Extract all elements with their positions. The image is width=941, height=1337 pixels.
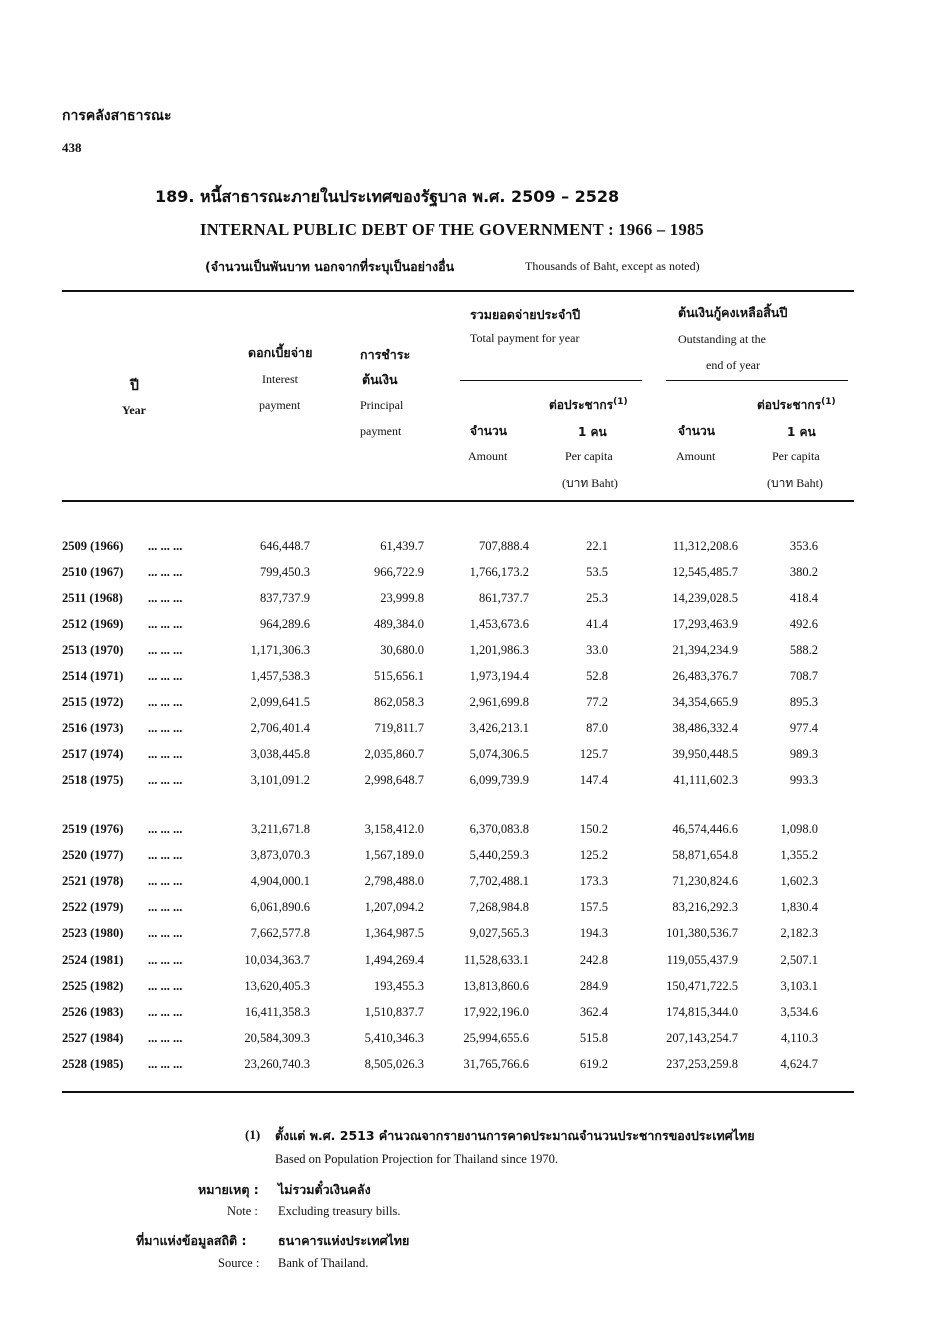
outstanding-percap-cell: 1,355.2 bbox=[780, 848, 818, 862]
outstanding-percap-cell: 418.4 bbox=[789, 591, 818, 605]
row-year: 2520 (1977) bbox=[62, 848, 124, 862]
table-row bbox=[62, 565, 862, 585]
outstanding-amount-cell: 26,483,376.7 bbox=[672, 669, 738, 683]
principal-cell: 489,384.0 bbox=[374, 617, 424, 631]
outstanding-amount-cell: 207,143,254.7 bbox=[666, 1031, 738, 1045]
principal-cell: 1,567,189.0 bbox=[364, 848, 424, 862]
interest-cell: 6,061,890.6 bbox=[250, 900, 310, 914]
page-number: 438 bbox=[62, 140, 82, 155]
footnote-marker: (1) bbox=[245, 1127, 261, 1142]
interest-header-thai: ดอกเบี้ยจ่าย bbox=[248, 345, 313, 360]
row-dots: ... ... ... bbox=[148, 565, 183, 579]
row-year: 2511 (1968) bbox=[62, 591, 123, 605]
total-percap-cell: 147.4 bbox=[579, 773, 608, 787]
principal-cell: 966,722.9 bbox=[374, 565, 424, 579]
total-percap-cell: 87.0 bbox=[586, 721, 608, 735]
total-percap-unit: (บาท Baht) bbox=[562, 476, 618, 490]
note-label-english: Note : bbox=[227, 1204, 258, 1218]
total-amount-cell: 25,994,655.6 bbox=[463, 1031, 529, 1045]
principal-cell: 8,505,026.3 bbox=[364, 1057, 424, 1071]
row-dots: ... ... ... bbox=[148, 822, 183, 836]
row-year: 2525 (1982) bbox=[62, 979, 124, 993]
principal-cell: 5,410,346.3 bbox=[364, 1031, 424, 1045]
interest-cell: 3,873,070.3 bbox=[250, 848, 310, 862]
total-percap-cell: 242.8 bbox=[579, 953, 608, 967]
total-amount-cell: 861,737.7 bbox=[479, 591, 529, 605]
total-amount-cell: 6,099,739.9 bbox=[469, 773, 529, 787]
total-percap-header-english: Per capita bbox=[565, 449, 613, 463]
outstanding-percap-header-thai-2: 1 คน bbox=[787, 425, 816, 439]
unit-note-thai: (จำนวนเป็นพันบาท นอกจากที่ระบุเป็นอย่างอื่น bbox=[205, 259, 455, 274]
total-amount-header-english: Amount bbox=[468, 449, 508, 463]
table-row bbox=[62, 822, 862, 842]
total-percap-cell: 25.3 bbox=[586, 591, 608, 605]
source-label-english: Source : bbox=[218, 1256, 260, 1270]
total-percap-header-thai: ต่อประชากร$^{(1)}$ bbox=[549, 397, 628, 412]
source-text-thai: ธนาคารแห่งประเทศไทย bbox=[278, 1233, 410, 1248]
row-year: 2509 (1966) bbox=[62, 539, 124, 553]
outstanding-amount-cell: 71,230,824.6 bbox=[672, 874, 738, 888]
footnote-1-thai: ตั้งแต่ พ.ศ. 2513 คำนวณจากรายงานการคาดประมาณจำนวนประชากรของประเทศไทย bbox=[275, 1128, 755, 1143]
interest-cell: 1,171,306.3 bbox=[250, 643, 310, 657]
table-row bbox=[62, 979, 862, 999]
row-dots: ... ... ... bbox=[148, 721, 183, 735]
row-dots: ... ... ... bbox=[148, 695, 183, 709]
row-dots: ... ... ... bbox=[148, 848, 183, 862]
outstanding-amount-cell: 11,312,208.6 bbox=[672, 539, 738, 553]
total-amount-cell: 3,426,213.1 bbox=[469, 721, 529, 735]
row-year: 2517 (1974) bbox=[62, 747, 124, 761]
outstanding-percap-cell: 353.6 bbox=[789, 539, 818, 553]
outstanding-amount-cell: 83,216,292.3 bbox=[672, 900, 738, 914]
row-dots: ... ... ... bbox=[148, 591, 183, 605]
total-amount-header-thai: จำนวน bbox=[470, 424, 507, 438]
total-percap-cell: 157.5 bbox=[579, 900, 608, 914]
interest-cell: 10,034,363.7 bbox=[244, 953, 310, 967]
outstanding-percap-cell: 708.7 bbox=[789, 669, 818, 683]
interest-cell: 2,099,641.5 bbox=[250, 695, 310, 709]
table-row bbox=[62, 926, 862, 946]
interest-cell: 3,211,671.8 bbox=[251, 822, 310, 836]
outstanding-amount-cell: 39,950,448.5 bbox=[672, 747, 738, 761]
outstanding-percap-header-english: Per capita bbox=[772, 449, 820, 463]
row-year: 2514 (1971) bbox=[62, 669, 124, 683]
header-bottom-rule bbox=[62, 500, 854, 502]
row-year: 2526 (1983) bbox=[62, 1005, 124, 1019]
outstanding-percap-unit: (บาท Baht) bbox=[767, 476, 823, 490]
principal-cell: 862,058.3 bbox=[374, 695, 424, 709]
total-percap-cell: 173.3 bbox=[579, 874, 608, 888]
principal-cell: 61,439.7 bbox=[380, 539, 424, 553]
interest-cell: 3,101,091.2 bbox=[250, 773, 310, 787]
interest-cell: 837,737.9 bbox=[260, 591, 310, 605]
table-row bbox=[62, 539, 862, 559]
outstanding-percap-cell: 895.3 bbox=[789, 695, 818, 709]
table-title-english: INTERNAL PUBLIC DEBT OF THE GOVERNMENT : 1966 – 1985 bbox=[200, 220, 705, 239]
table-row bbox=[62, 747, 862, 767]
row-year: 2521 (1978) bbox=[62, 874, 124, 888]
interest-cell: 23,260,740.3 bbox=[244, 1057, 310, 1071]
principal-cell: 1,510,837.7 bbox=[364, 1005, 424, 1019]
section-title: การคลังสาธารณะ bbox=[62, 108, 172, 124]
outstanding-amount-cell: 101,380,536.7 bbox=[666, 926, 738, 940]
total-amount-cell: 17,922,196.0 bbox=[463, 1005, 529, 1019]
total-percap-cell: 125.7 bbox=[579, 747, 608, 761]
principal-cell: 1,364,987.5 bbox=[364, 926, 424, 940]
total-percap-cell: 194.3 bbox=[579, 926, 608, 940]
note-text-thai: ไม่รวมตั๋วเงินคลัง bbox=[278, 1182, 371, 1197]
row-dots: ... ... ... bbox=[148, 874, 183, 888]
source-label-thai: ที่มาแห่งข้อมูลสถิติ : bbox=[136, 1233, 247, 1248]
row-dots: ... ... ... bbox=[148, 926, 183, 940]
total-amount-cell: 31,765,766.6 bbox=[463, 1057, 529, 1071]
total-amount-cell: 9,027,565.3 bbox=[469, 926, 529, 940]
total-amount-cell: 5,074,306.5 bbox=[469, 747, 529, 761]
row-dots: ... ... ... bbox=[148, 1005, 183, 1019]
total-amount-cell: 13,813,860.6 bbox=[463, 979, 529, 993]
total-amount-cell: 2,961,699.8 bbox=[469, 695, 529, 709]
year-header-thai: ปี bbox=[130, 378, 139, 394]
outstanding-group-header-thai: ต้นเงินกู้คงเหลือสิ้นปี bbox=[678, 305, 788, 320]
table-row bbox=[62, 900, 862, 920]
principal-cell: 515,656.1 bbox=[374, 669, 424, 683]
total-amount-cell: 1,453,673.6 bbox=[469, 617, 529, 631]
total-percap-cell: 22.1 bbox=[586, 539, 608, 553]
total-percap-cell: 619.2 bbox=[579, 1057, 608, 1071]
principal-header-thai-1: การชำระ bbox=[360, 347, 411, 362]
principal-cell: 3,158,412.0 bbox=[364, 822, 424, 836]
row-year: 2515 (1972) bbox=[62, 695, 124, 709]
footnote-1-english: Based on Population Projection for Thailand since 1970. bbox=[275, 1152, 559, 1166]
outstanding-percap-cell: 2,182.3 bbox=[780, 926, 818, 940]
row-dots: ... ... ... bbox=[148, 539, 183, 553]
table-row bbox=[62, 695, 862, 715]
total-amount-cell: 1,973,194.4 bbox=[469, 669, 529, 683]
interest-cell: 1,457,538.3 bbox=[250, 669, 310, 683]
row-dots: ... ... ... bbox=[148, 747, 183, 761]
row-dots: ... ... ... bbox=[148, 1031, 183, 1045]
principal-cell: 30,680.0 bbox=[380, 643, 424, 657]
outstanding-percap-cell: 977.4 bbox=[789, 721, 818, 735]
table-row bbox=[62, 874, 862, 894]
table-row bbox=[62, 773, 862, 793]
row-dots: ... ... ... bbox=[148, 953, 183, 967]
outstanding-percap-cell: 3,534.6 bbox=[780, 1005, 818, 1019]
outstanding-percap-cell: 1,098.0 bbox=[780, 822, 818, 836]
principal-header-english-1: Principal bbox=[360, 398, 404, 412]
row-year: 2516 (1973) bbox=[62, 721, 124, 735]
total-percap-cell: 53.5 bbox=[586, 565, 608, 579]
row-year: 2510 (1967) bbox=[62, 565, 124, 579]
interest-cell: 799,450.3 bbox=[260, 565, 310, 579]
year-header-english: Year bbox=[122, 403, 146, 417]
table-row bbox=[62, 1057, 862, 1077]
table-row bbox=[62, 591, 862, 611]
header-top-rule bbox=[62, 290, 854, 292]
outstanding-percap-cell: 4,624.7 bbox=[780, 1057, 818, 1071]
outstanding-amount-cell: 38,486,332.4 bbox=[672, 721, 738, 735]
outstanding-amount-cell: 21,394,234.9 bbox=[672, 643, 738, 657]
unit-note-english: Thousands of Baht, except as noted) bbox=[525, 259, 700, 273]
outstanding-percap-cell: 993.3 bbox=[789, 773, 818, 787]
table-row bbox=[62, 721, 862, 741]
outstanding-percap-header-thai: ต่อประชากร$^{(1)}$ bbox=[757, 397, 836, 412]
outstanding-amount-cell: 174,815,344.0 bbox=[666, 1005, 738, 1019]
total-percap-cell: 515.8 bbox=[579, 1031, 608, 1045]
row-year: 2527 (1984) bbox=[62, 1031, 124, 1045]
outstanding-amount-cell: 17,293,463.9 bbox=[672, 617, 738, 631]
total-group-header-english: Total payment for year bbox=[470, 331, 580, 345]
principal-header-english-2: payment bbox=[360, 424, 402, 438]
row-dots: ... ... ... bbox=[148, 617, 183, 631]
outstanding-amount-cell: 34,354,665.9 bbox=[672, 695, 738, 709]
outstanding-percap-cell: 588.2 bbox=[789, 643, 818, 657]
interest-header-english-1: Interest bbox=[262, 372, 298, 386]
row-year: 2512 (1969) bbox=[62, 617, 124, 631]
total-percap-cell: 362.4 bbox=[579, 1005, 608, 1019]
total-amount-cell: 7,702,488.1 bbox=[469, 874, 529, 888]
total-percap-cell: 150.2 bbox=[579, 822, 608, 836]
row-year: 2522 (1979) bbox=[62, 900, 124, 914]
interest-cell: 646,448.7 bbox=[260, 539, 310, 553]
interest-cell: 2,706,401.4 bbox=[250, 721, 310, 735]
total-group-header-thai: รวมยอดจ่ายประจำปี bbox=[470, 307, 581, 322]
table-row bbox=[62, 643, 862, 663]
row-dots: ... ... ... bbox=[148, 900, 183, 914]
row-year: 2523 (1980) bbox=[62, 926, 124, 940]
interest-header-english-2: payment bbox=[259, 398, 301, 412]
table-row bbox=[62, 1005, 862, 1025]
outstanding-percap-cell: 492.6 bbox=[789, 617, 818, 631]
interest-cell: 20,584,309.3 bbox=[244, 1031, 310, 1045]
interest-cell: 4,904,000.1 bbox=[250, 874, 310, 888]
principal-cell: 1,494,269.4 bbox=[364, 953, 424, 967]
table-row bbox=[62, 1031, 862, 1051]
outstanding-amount-cell: 58,871,654.8 bbox=[672, 848, 738, 862]
outstanding-percap-cell: 1,602.3 bbox=[780, 874, 818, 888]
outstanding-group-rule bbox=[666, 380, 848, 381]
row-dots: ... ... ... bbox=[148, 669, 183, 683]
interest-cell: 3,038,445.8 bbox=[250, 747, 310, 761]
principal-cell: 2,798,488.0 bbox=[364, 874, 424, 888]
outstanding-amount-cell: 12,545,485.7 bbox=[672, 565, 738, 579]
total-amount-cell: 6,370,083.8 bbox=[469, 822, 529, 836]
row-year: 2518 (1975) bbox=[62, 773, 124, 787]
total-percap-cell: 52.8 bbox=[586, 669, 608, 683]
outstanding-percap-cell: 4,110.3 bbox=[780, 1031, 818, 1045]
row-dots: ... ... ... bbox=[148, 773, 183, 787]
outstanding-amount-cell: 14,239,028.5 bbox=[672, 591, 738, 605]
outstanding-amount-header-english: Amount bbox=[676, 449, 716, 463]
outstanding-percap-cell: 1,830.4 bbox=[780, 900, 818, 914]
table-row bbox=[62, 669, 862, 689]
interest-cell: 13,620,405.3 bbox=[244, 979, 310, 993]
outstanding-percap-cell: 2,507.1 bbox=[780, 953, 818, 967]
total-amount-cell: 11,528,633.1 bbox=[463, 953, 529, 967]
outstanding-amount-cell: 41,111,602.3 bbox=[673, 773, 738, 787]
principal-cell: 193,455.3 bbox=[374, 979, 424, 993]
total-amount-cell: 1,766,173.2 bbox=[469, 565, 529, 579]
row-year: 2513 (1970) bbox=[62, 643, 124, 657]
row-year: 2528 (1985) bbox=[62, 1057, 124, 1071]
outstanding-amount-cell: 150,471,722.5 bbox=[666, 979, 738, 993]
principal-cell: 23,999.8 bbox=[380, 591, 424, 605]
principal-cell: 2,998,648.7 bbox=[364, 773, 424, 787]
table-bottom-rule bbox=[62, 1091, 854, 1093]
outstanding-percap-cell: 3,103.1 bbox=[780, 979, 818, 993]
interest-cell: 964,289.6 bbox=[260, 617, 310, 631]
principal-cell: 719,811.7 bbox=[374, 721, 424, 735]
note-text-english: Excluding treasury bills. bbox=[278, 1204, 401, 1218]
total-amount-cell: 707,888.4 bbox=[479, 539, 529, 553]
row-year: 2519 (1976) bbox=[62, 822, 124, 836]
total-percap-cell: 284.9 bbox=[579, 979, 608, 993]
source-text-english: Bank of Thailand. bbox=[278, 1256, 369, 1270]
total-amount-cell: 5,440,259.3 bbox=[469, 848, 529, 862]
total-percap-cell: 125.2 bbox=[579, 848, 608, 862]
note-label-thai: หมายเหตุ : bbox=[198, 1182, 259, 1197]
outstanding-percap-cell: 380.2 bbox=[789, 565, 818, 579]
total-percap-cell: 33.0 bbox=[586, 643, 608, 657]
outstanding-group-header-english-2: end of year bbox=[706, 358, 760, 372]
interest-cell: 16,411,358.3 bbox=[244, 1005, 310, 1019]
table-row bbox=[62, 848, 862, 868]
principal-header-thai-2: ต้นเงิน bbox=[362, 372, 398, 387]
total-amount-cell: 7,268,984.8 bbox=[469, 900, 529, 914]
total-amount-cell: 1,201,986.3 bbox=[469, 643, 529, 657]
table-title-thai: 189. หนี้สาธารณะภายในประเทศของรัฐบาล พ.ศ. 2509 – 2528 bbox=[155, 187, 620, 206]
row-dots: ... ... ... bbox=[148, 979, 183, 993]
interest-cell: 7,662,577.8 bbox=[250, 926, 310, 940]
total-percap-cell: 41.4 bbox=[586, 617, 608, 631]
outstanding-percap-cell: 989.3 bbox=[789, 747, 818, 761]
outstanding-amount-header-thai: จำนวน bbox=[678, 424, 715, 438]
row-dots: ... ... ... bbox=[148, 1057, 183, 1071]
principal-cell: 1,207,094.2 bbox=[364, 900, 424, 914]
principal-cell: 2,035,860.7 bbox=[364, 747, 424, 761]
outstanding-group-header-english-1: Outstanding at the bbox=[678, 332, 766, 346]
row-dots: ... ... ... bbox=[148, 643, 183, 657]
table-row bbox=[62, 953, 862, 973]
row-year: 2524 (1981) bbox=[62, 953, 124, 967]
outstanding-amount-cell: 46,574,446.6 bbox=[672, 822, 738, 836]
outstanding-amount-cell: 119,055,437.9 bbox=[666, 953, 738, 967]
total-group-rule bbox=[460, 380, 642, 381]
total-percap-header-thai-2: 1 คน bbox=[578, 425, 607, 439]
outstanding-amount-cell: 237,253,259.8 bbox=[666, 1057, 738, 1071]
table-row bbox=[62, 617, 862, 637]
total-percap-cell: 77.2 bbox=[586, 695, 608, 709]
